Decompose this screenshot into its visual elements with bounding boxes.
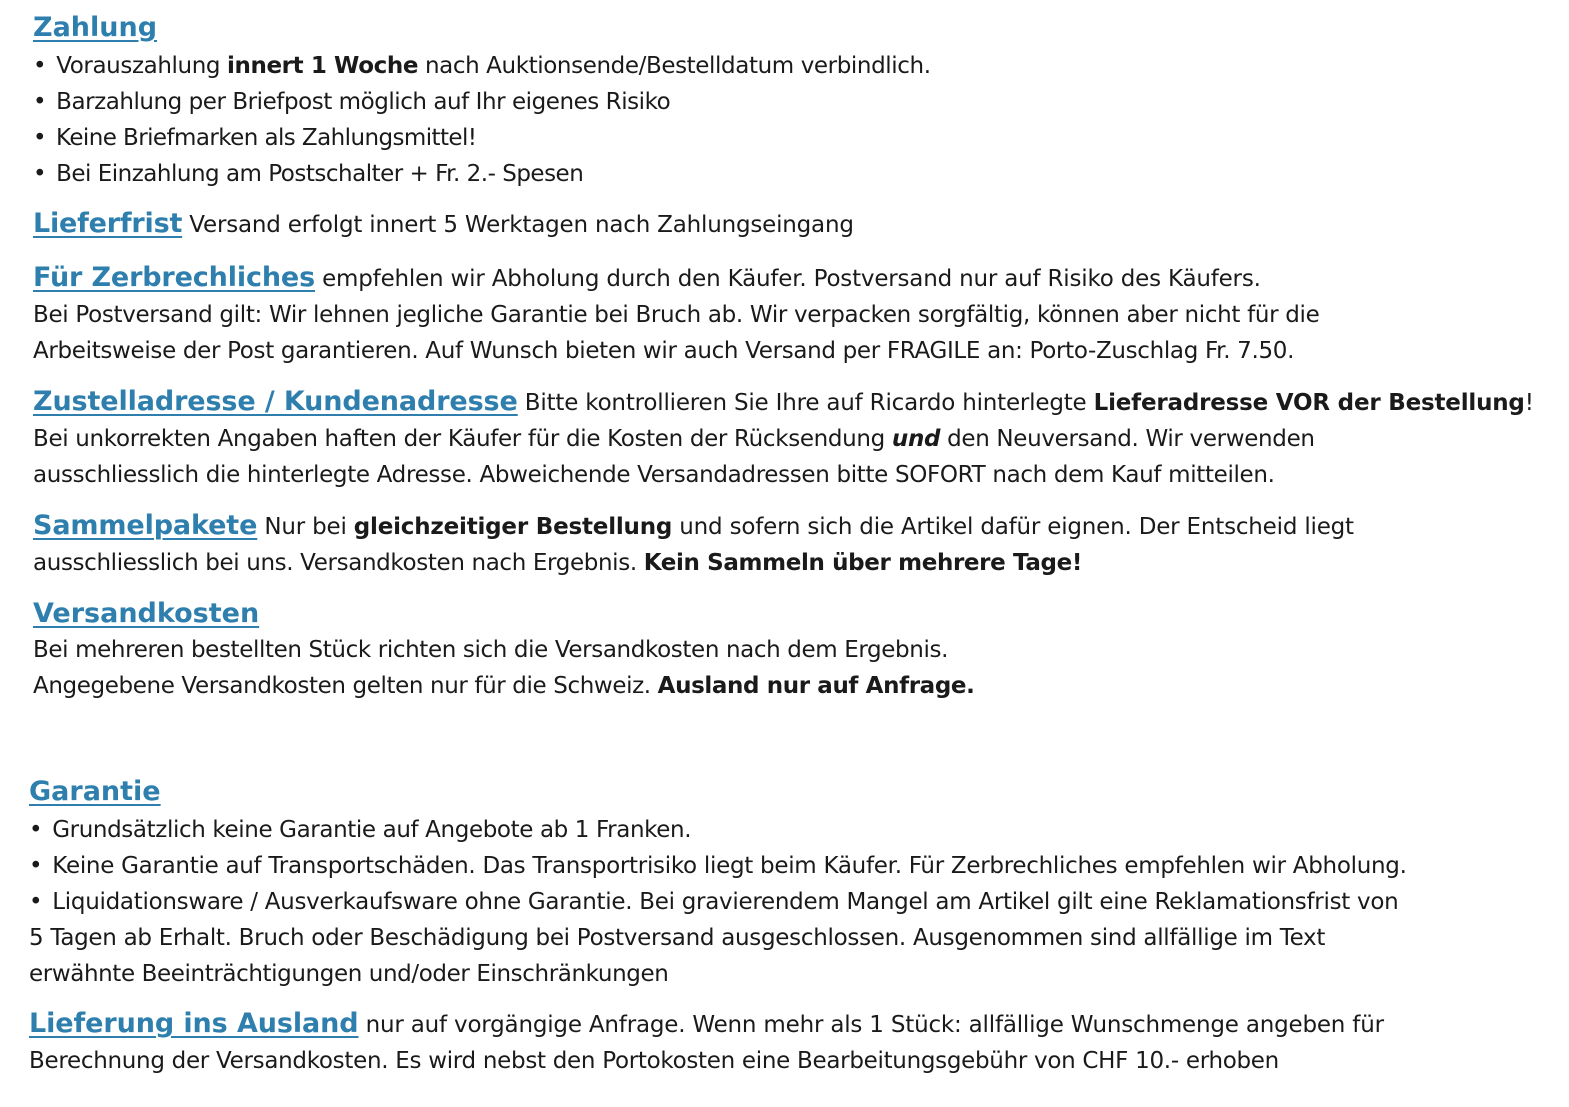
garantie-b3-text: Liquidationsware / Ausverkaufsware ohne Garantie. Bei gravierendem Mangel am Artikel gilt eine Reklamationsfrist von	[52, 889, 1399, 915]
zahlung-b3-text: Keine Briefmarken als Zahlungsmittel!	[56, 125, 477, 151]
lieferfrist-text: Versand erfolgt innert 5 Werktagen nach Zahlungseingang	[182, 212, 854, 238]
zerbrechliches-line-1: Bei Postversand gilt: Wir lehnen jegliche Garantie bei Bruch ab. Wir verpacken sorgfältig, können aber nicht für die	[33, 302, 1320, 328]
zahlung-bullet-2	[33, 84, 1543, 120]
zustelladresse-l2-rest: den Neuversand. Wir verwenden	[940, 426, 1315, 452]
versandkosten-l2-text: Angegebene Versandkosten gelten nur für die Schweiz.	[33, 673, 658, 699]
garantie-bullet-1	[29, 812, 1539, 848]
sammelpakete-l1-text: Nur bei	[257, 514, 354, 540]
garantie-line-4: 5 Tagen ab Erhalt. Bruch oder Beschädigung bei Postversand ausgeschlossen. Ausgenommen sind allfällige im Text	[29, 925, 1326, 951]
zahlung-b1-rest: nach Auktionsende/Bestelldatum verbindlich.	[418, 53, 931, 79]
zerbrechliches-lead: empfehlen wir Abholung durch den Käufer. Postversand nur auf Risiko des Käufers.	[315, 266, 1261, 292]
zustelladresse-l1-bold: Lieferadresse VOR der Bestellung	[1093, 390, 1525, 416]
heading-ausland: Lieferung ins Ausland	[29, 1008, 359, 1039]
garantie-b1-text: Grundsätzlich keine Garantie auf Angebote ab 1 Franken.	[52, 817, 692, 843]
versandkosten-line-1: Bei mehreren bestellten Stück richten sich die Versandkosten nach dem Ergebnis.	[33, 637, 949, 663]
zahlung-b1-text: Vorauszahlung	[56, 53, 227, 79]
garantie-bullet-2	[29, 848, 1539, 884]
garantie-line-5: erwähnte Beeinträchtigungen und/oder Einschränkungen	[29, 961, 669, 987]
section-zerbrechliches	[33, 260, 1543, 369]
zahlung-b1-bold: innert 1 Woche	[227, 53, 419, 79]
zahlung-bullet-1	[33, 48, 1543, 84]
versandkosten-l2-bold: Ausland nur auf Anfrage.	[657, 673, 975, 699]
garantie-b2-text: Keine Garantie auf Transportschäden. Das Transportrisiko liegt beim Käufer. Für Zerbrechliches empfehlen wir Abholung.	[52, 853, 1407, 879]
section-sammelpakete	[33, 508, 1543, 581]
heading-lieferfrist: Lieferfrist	[33, 208, 183, 239]
section-zahlung	[33, 10, 1543, 192]
section-zustelladresse	[33, 384, 1543, 493]
heading-versandkosten: Versandkosten	[33, 598, 260, 629]
sammelpakete-l2-bold: Kein Sammeln über mehrere Tage!	[643, 550, 1082, 576]
ausland-l1-text: nur auf vorgängige Anfrage. Wenn mehr als 1 Stück: allfällige Wunschmenge angeben für	[358, 1012, 1384, 1038]
zustelladresse-l1-rest: !	[1524, 390, 1534, 416]
zustelladresse-line-2	[33, 421, 1543, 457]
heading-sammelpakete: Sammelpakete	[33, 510, 258, 541]
zustelladresse-l2-em: und	[891, 426, 941, 452]
zahlung-bullet-3	[33, 120, 1543, 156]
zahlung-b4-text: Bei Einzahlung am Postschalter + Fr. 2.- Spesen	[56, 161, 584, 187]
sammelpakete-l1-bold: gleichzeitiger Bestellung	[353, 514, 673, 540]
sammelpakete-line-2	[33, 545, 1543, 581]
heading-zustelladresse: Zustelladresse / Kundenadresse	[33, 386, 518, 417]
sammelpakete-l1-rest: und sofern sich die Artikel dafür eignen. Der Entscheid liegt	[672, 514, 1354, 540]
heading-zahlung: Zahlung	[33, 12, 158, 43]
section-versandkosten	[33, 596, 1543, 704]
garantie-bullet-3	[29, 884, 1539, 920]
section-ausland	[29, 1006, 1539, 1079]
versandkosten-line-2	[33, 668, 1543, 704]
section-garantie	[29, 774, 1539, 992]
zerbrechliches-line-2: Arbeitsweise der Post garantieren. Auf Wunsch bieten wir auch Versand per FRAGILE an: Porto-Zuschlag Fr. 7.50.	[33, 338, 1295, 364]
zahlung-b2-text: Barzahlung per Briefpost möglich auf Ihr eigenes Risiko	[56, 89, 671, 115]
section-lieferfrist	[33, 206, 1543, 243]
zustelladresse-line-3: ausschliesslich die hinterlegte Adresse. Abweichende Versandadressen bitte SOFORT nach dem Kauf mitteilen.	[33, 462, 1275, 488]
heading-garantie: Garantie	[29, 776, 161, 807]
ausland-line-2: Berechnung der Versandkosten. Es wird nebst den Portokosten eine Bearbeitungsgebühr von CHF 10.- erhoben	[29, 1048, 1279, 1074]
heading-zerbrechliches: Für Zerbrechliches	[33, 262, 315, 293]
zahlung-bullet-4	[33, 156, 1543, 192]
sammelpakete-l2-text: ausschliesslich bei uns. Versandkosten nach Ergebnis.	[33, 550, 644, 576]
zustelladresse-l1-text: Bitte kontrollieren Sie Ihre auf Ricardo hinterlegte	[517, 390, 1094, 416]
zustelladresse-l2-text: Bei unkorrekten Angaben haften der Käufer für die Kosten der Rücksendung	[33, 426, 892, 452]
